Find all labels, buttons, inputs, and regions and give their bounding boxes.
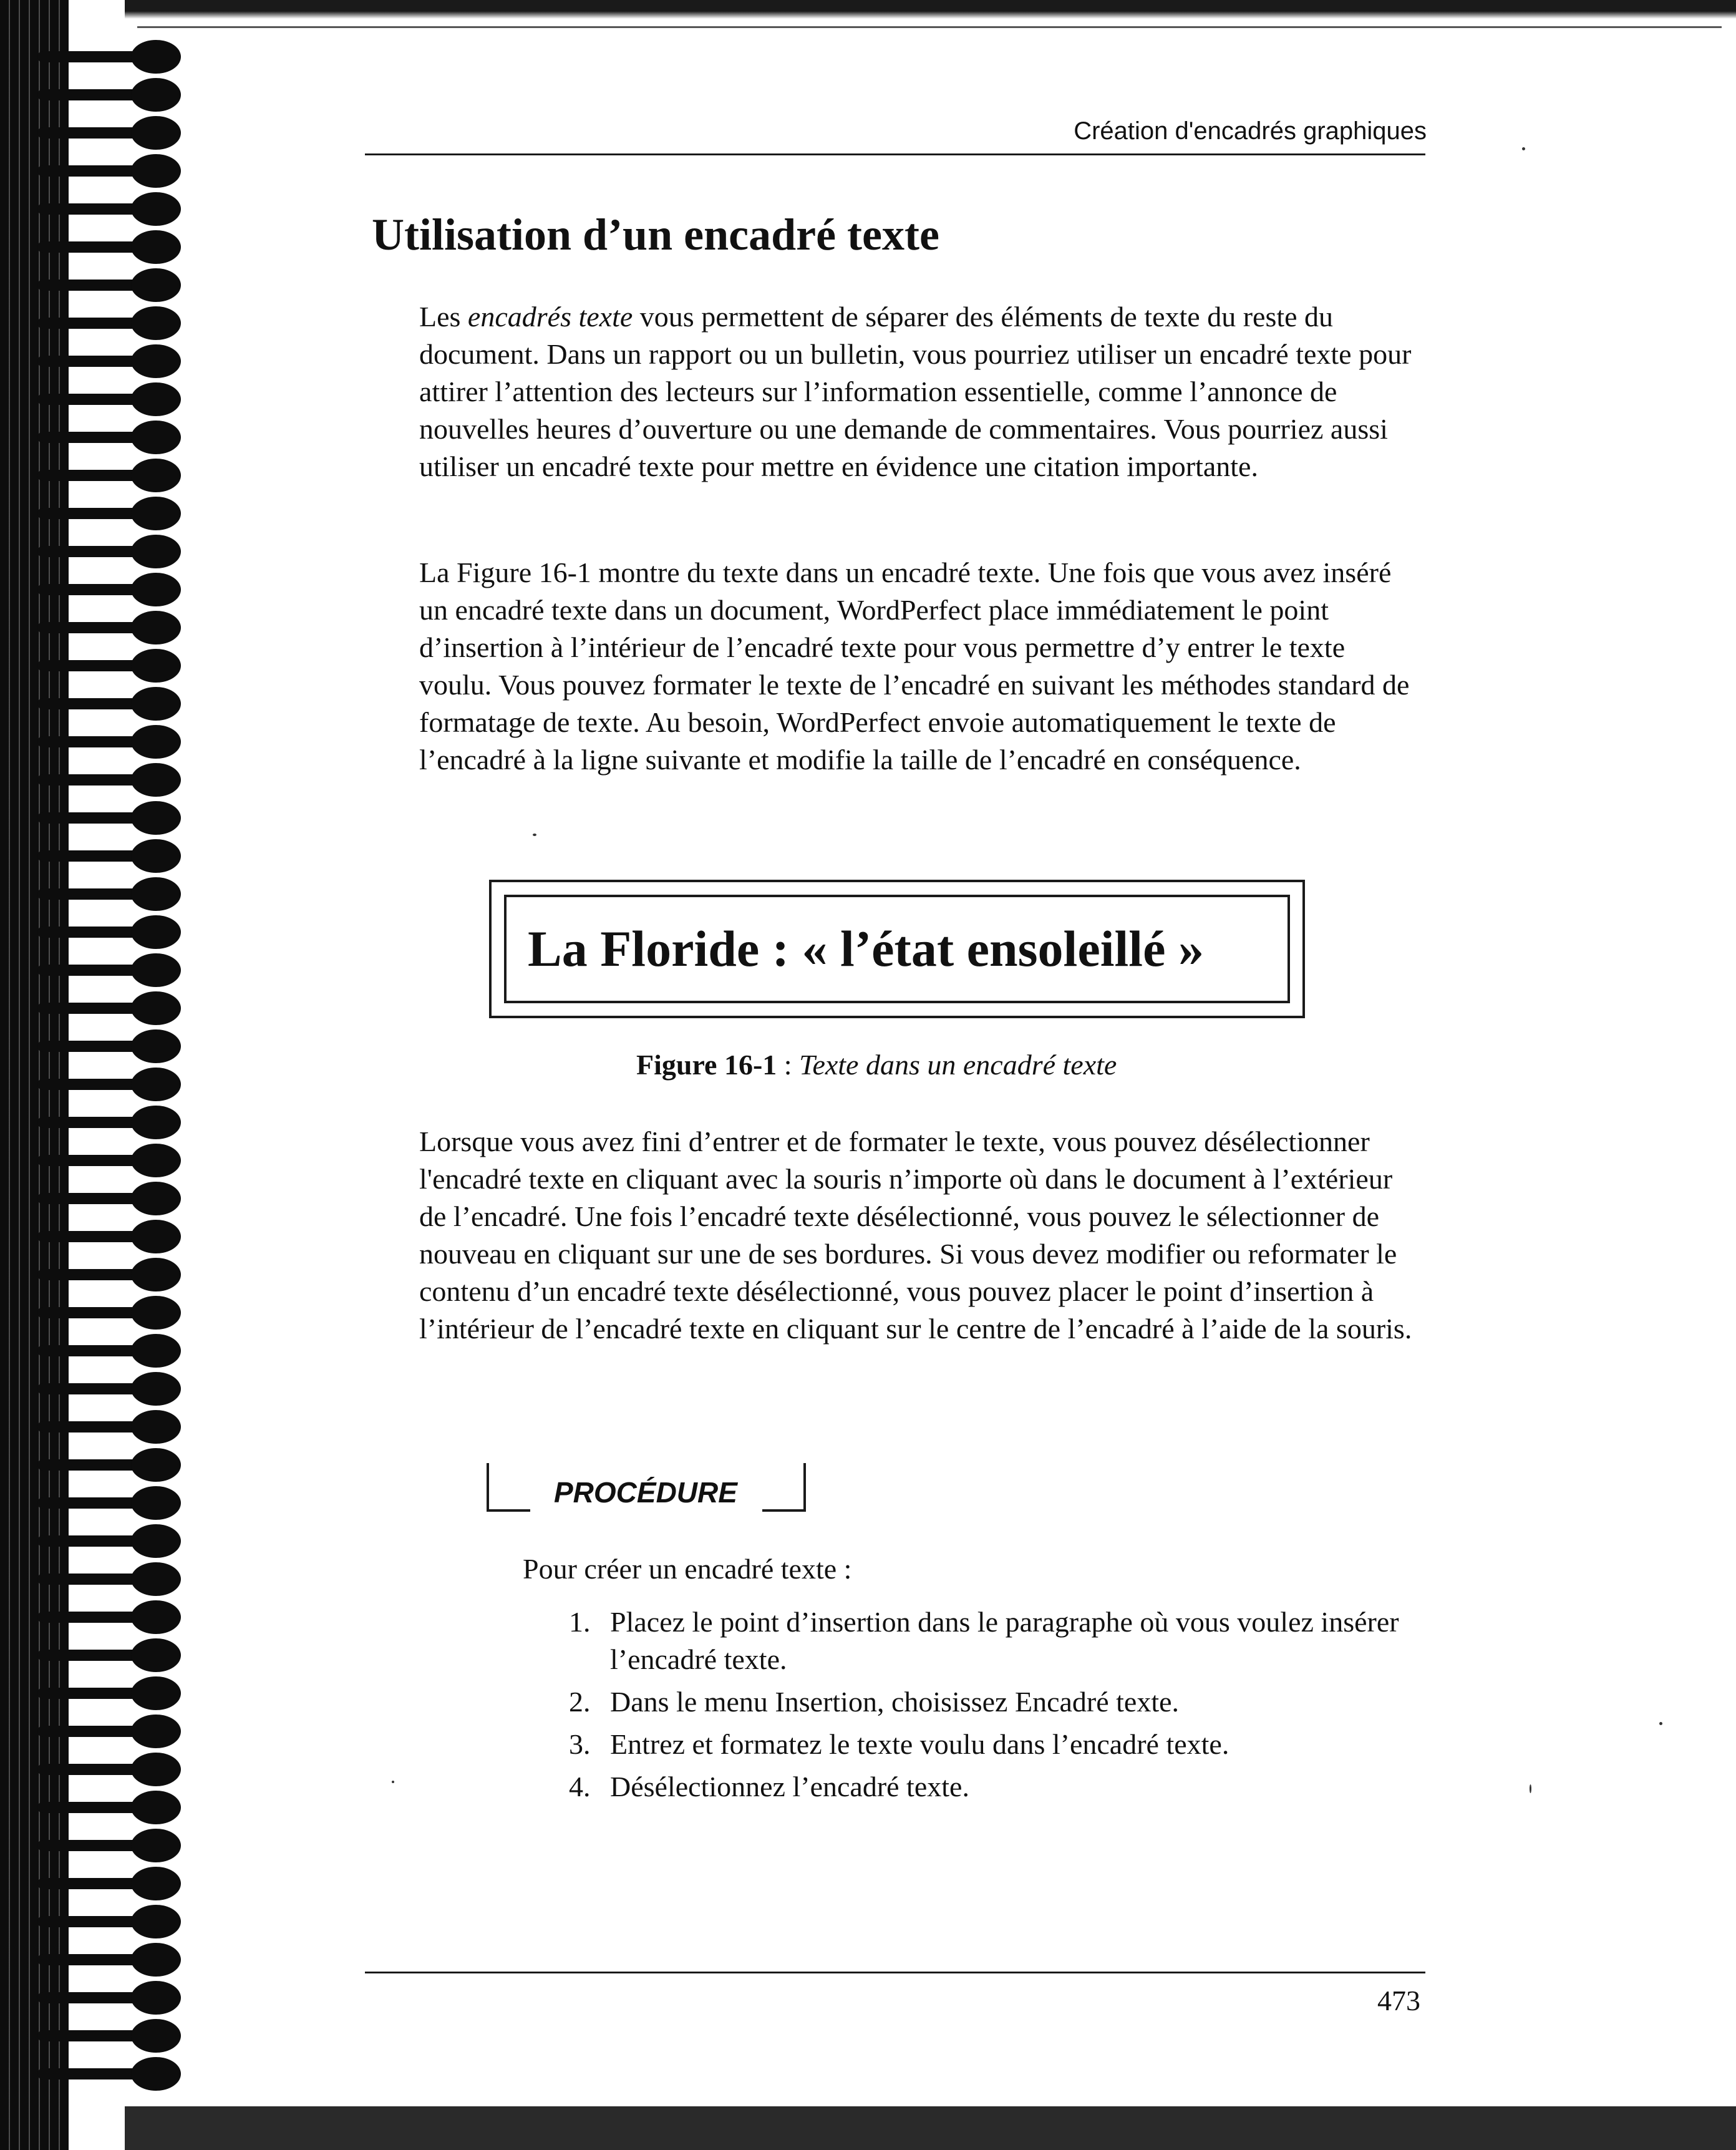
binding-ring [37,951,187,988]
binding-ring [37,608,187,646]
binding-ring [37,1446,187,1483]
binding-ring [37,1788,187,1826]
binding-ring [37,152,187,189]
page-number: 473 [1377,1985,1420,2016]
binding-ring [37,2016,187,2054]
binding-ring [37,456,187,494]
binding-ring [37,228,187,265]
emphasis-term: encadrés texte [467,301,633,333]
procedure-bracket-right [762,1463,806,1512]
scan-speck [1530,1784,1531,1793]
binding-ring [37,761,187,798]
binding-ring [37,799,187,836]
paragraph-figure-reference: La Figure 16-1 montre du texte dans un encadré texte. Une fois que vous avez inséré un encadré texte dans un document, WordPerfect place immédiatement le point d’insertion à l’intérieur de l’encadré texte pour vous permettre d’y entrer le texte voulu. Vous pouvez formater le texte de l’encadré en suivant les méthodes standard de formatage de texte. Au besoin, WordPerfect envoie automatiquement le texte de l’encadré à la ligne suivante et modifie la taille de l’encadré en conséquence. [419,557,1410,776]
procedure-steps [569,1603,1417,1811]
binding-ring [37,1978,187,2016]
figure-box-text: La Floride : « l’état ensoleillé » [528,920,1204,977]
procedure-step: 3. Entrez et formatez le texte voulu dans l’encadré texte. [569,1728,1229,1760]
figure-caption: Figure 16-1 : Texte dans un encadré texte [636,1049,1117,1081]
scan-top-edge [125,0,1736,19]
procedure-intro: Pour créer un encadré texte : [523,1553,852,1585]
binding-ring [37,913,187,950]
caption-label: Figure 16-1 [636,1049,777,1081]
binding-ring [37,266,187,303]
paragraph-intro: Les encadrés texte vous permettent de séparer des éléments de texte du reste du document. Dans un rapport ou un bulletin, vous pourriez utiliser un encadré texte pour attirer l’attention des lecteurs sur l’information essentielle, comme l’annonce de nouvelles heures d’ouverture ou une demande de commentaires. Vous pourriez aussi utiliser un encadré texte pour mettre en évidence une citation importante. [419,301,1412,482]
binding-ring [37,989,187,1026]
scan-bottom-edge [125,2106,1736,2150]
binding-ring [37,342,187,379]
binding-ring [37,494,187,532]
binding-ring [37,1179,187,1217]
procedure-label: PROCÉDURE [554,1476,737,1509]
paragraph-deselect: Lorsque vous avez fini d’entrer et de formater le texte, vous pouvez désélectionner l'encadré texte en cliquant avec la souris n’importe où dans le document à l’extérieur de l’encadré. Une fois l’encadré texte désélectionné, vous pouvez le sélectionner de nouveau en cliquant sur une de ses bordures. Si vous devez modifier ou reformater le contenu d’un encadré texte désélectionné, vous pouvez placer le point d’insertion à l’intérieur de l’encadré texte en cliquant sur le centre de l’encadré à l’aide de la souris. [419,1126,1412,1345]
figure-text-box-inner [504,895,1290,1003]
scan-speck [1522,147,1525,150]
binding-ring [37,1864,187,1902]
binding-ring [37,2055,187,2092]
caption-text: Texte dans un encadré texte [799,1049,1117,1081]
binding-ring [37,418,187,455]
binding-ring [37,1826,187,1864]
scan-speck [1659,1722,1662,1725]
binding-ring [37,1674,187,1711]
binding-ring [37,1484,187,1521]
header-rule [365,153,1425,155]
binding-ring [37,1902,187,1940]
procedure-step: 2. Dans le menu Insertion, choisissez Encadré texte. [569,1686,1180,1718]
binding-ring [37,1027,187,1064]
binding-ring [37,837,187,874]
binding-ring [37,875,187,912]
binding-ring [37,190,187,227]
binding-ring [37,1636,187,1673]
binding-ring [37,570,187,608]
running-header: Création d'encadrés graphiques [1074,117,1427,145]
binding-ring [37,1217,187,1255]
figure-text-box [489,880,1305,1018]
spiral-binding [37,37,187,2096]
binding-ring [37,37,187,75]
footer-rule [365,1972,1425,1973]
binding-ring [37,1141,187,1179]
binding-ring [37,722,187,760]
binding-ring [37,532,187,570]
binding-ring [37,304,187,341]
scan-speck [533,834,536,836]
section-title: Utilisation d’un encadré texte [372,210,939,260]
binding-ring [37,1103,187,1141]
binding-ring [37,1331,187,1369]
procedure-label-box [487,1463,806,1512]
binding-ring [37,1369,187,1407]
binding-ring [37,380,187,417]
binding-ring [37,1522,187,1559]
binding-ring [37,1293,187,1331]
binding-ring [37,114,187,151]
binding-ring [37,1750,187,1788]
binding-ring [37,1065,187,1102]
binding-ring [37,1408,187,1445]
binding-ring [37,1598,187,1635]
binding-ring [37,1255,187,1293]
binding-ring [37,1560,187,1597]
binding-ring [37,684,187,722]
binding-ring [37,1712,187,1749]
binding-ring [37,646,187,684]
procedure-bracket-left [487,1463,530,1512]
procedure-step: 4. Désélectionnez l’encadré texte. [569,1771,969,1802]
binding-ring [37,75,187,113]
binding-ring [37,1940,187,1978]
procedure-step: 1. Placez le point d’insertion dans le paragraphe où vous voulez insérer l’encadré texte. [569,1606,1399,1675]
scan-speck [392,1781,394,1783]
scan-top-rule [137,26,1722,28]
